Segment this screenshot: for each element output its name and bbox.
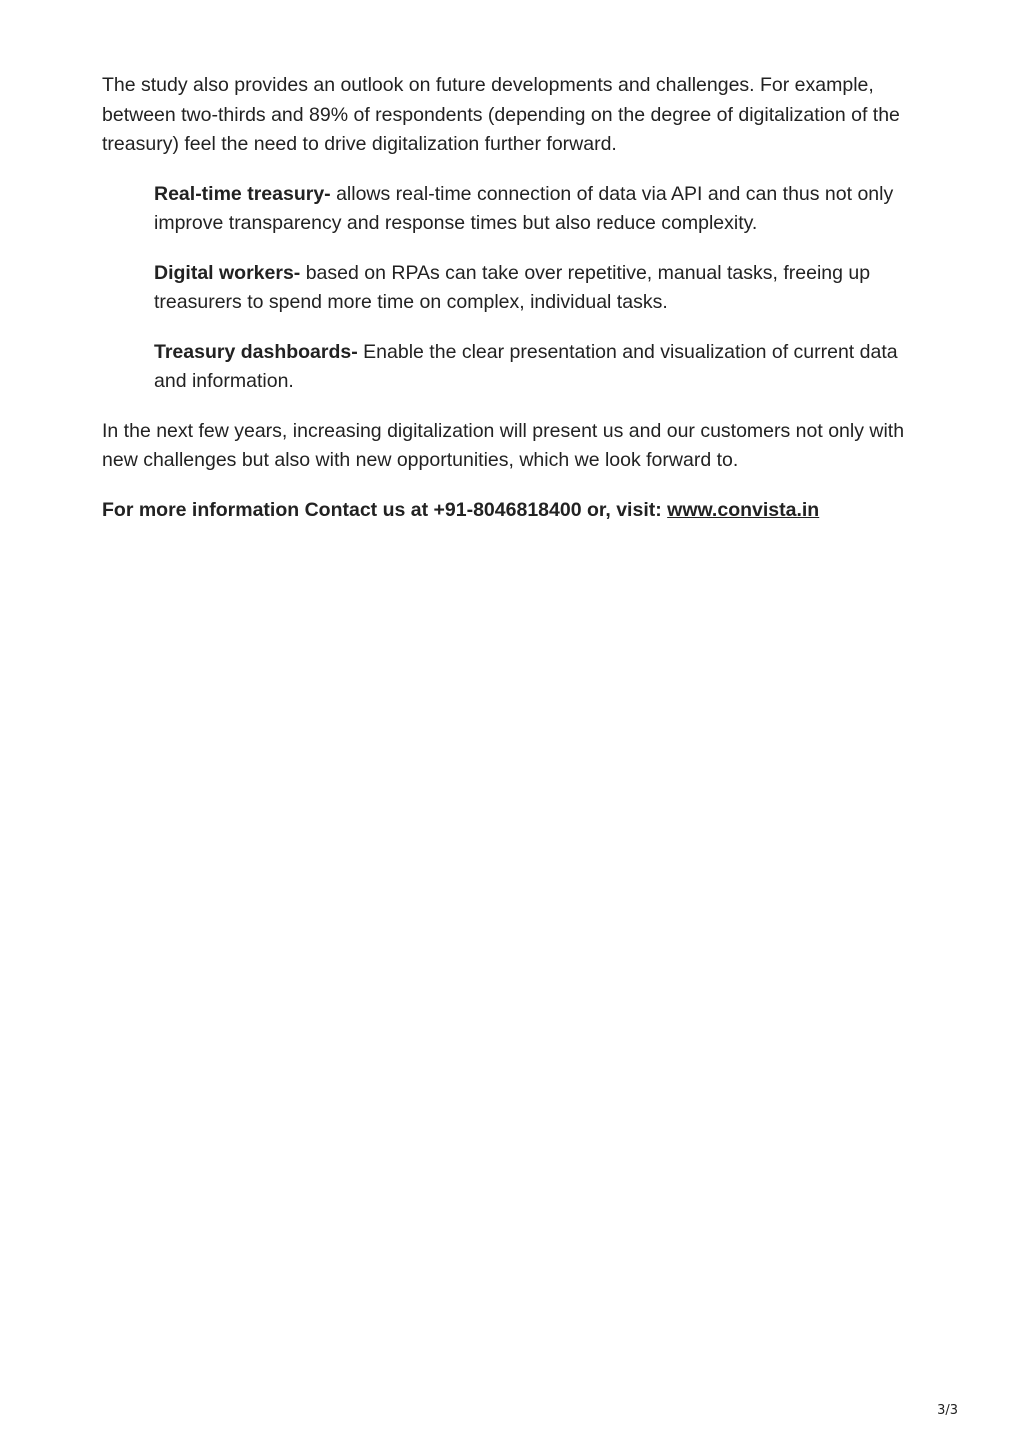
document-body [102,71,932,525]
item-term: Treasury dashboards- [154,340,358,363]
outlook-paragraph: In the next few years, increasing digitalization will present us and our customers not only with new challenges but also with new opportunities, which we look forward to. [102,419,905,471]
item-description: Enable the clear presentation and visualization of current data and information. [154,340,898,392]
item-term: Digital workers- [154,261,301,284]
website-link[interactable]: www.convista.in [667,498,820,521]
item-term: Real-time treasury- [154,182,331,205]
item-treasury-dashboards [154,338,929,397]
item-description: allows real-time connection of data via API and can thus not only improve transparency and response times but also reduce complexity. [154,182,894,234]
item-digital-workers [154,259,929,318]
item-description: based on RPAs can take over repetitive, manual tasks, freeing up treasurers to spend more time on complex, individual tasks. [154,261,871,313]
contact-line [102,496,932,526]
item-real-time-treasury [154,180,929,239]
intro-paragraph: The study also provides an outlook on future developments and challenges. For example, between two-thirds and 89% of respondents (depending on the degree of digitalization of the treasury) feel the need to drive digitalization further forward. [102,74,900,155]
page-number: 3/3 [937,1403,958,1418]
contact-text: For more information Contact us at +91-8046818400 or, visit: [102,498,668,521]
